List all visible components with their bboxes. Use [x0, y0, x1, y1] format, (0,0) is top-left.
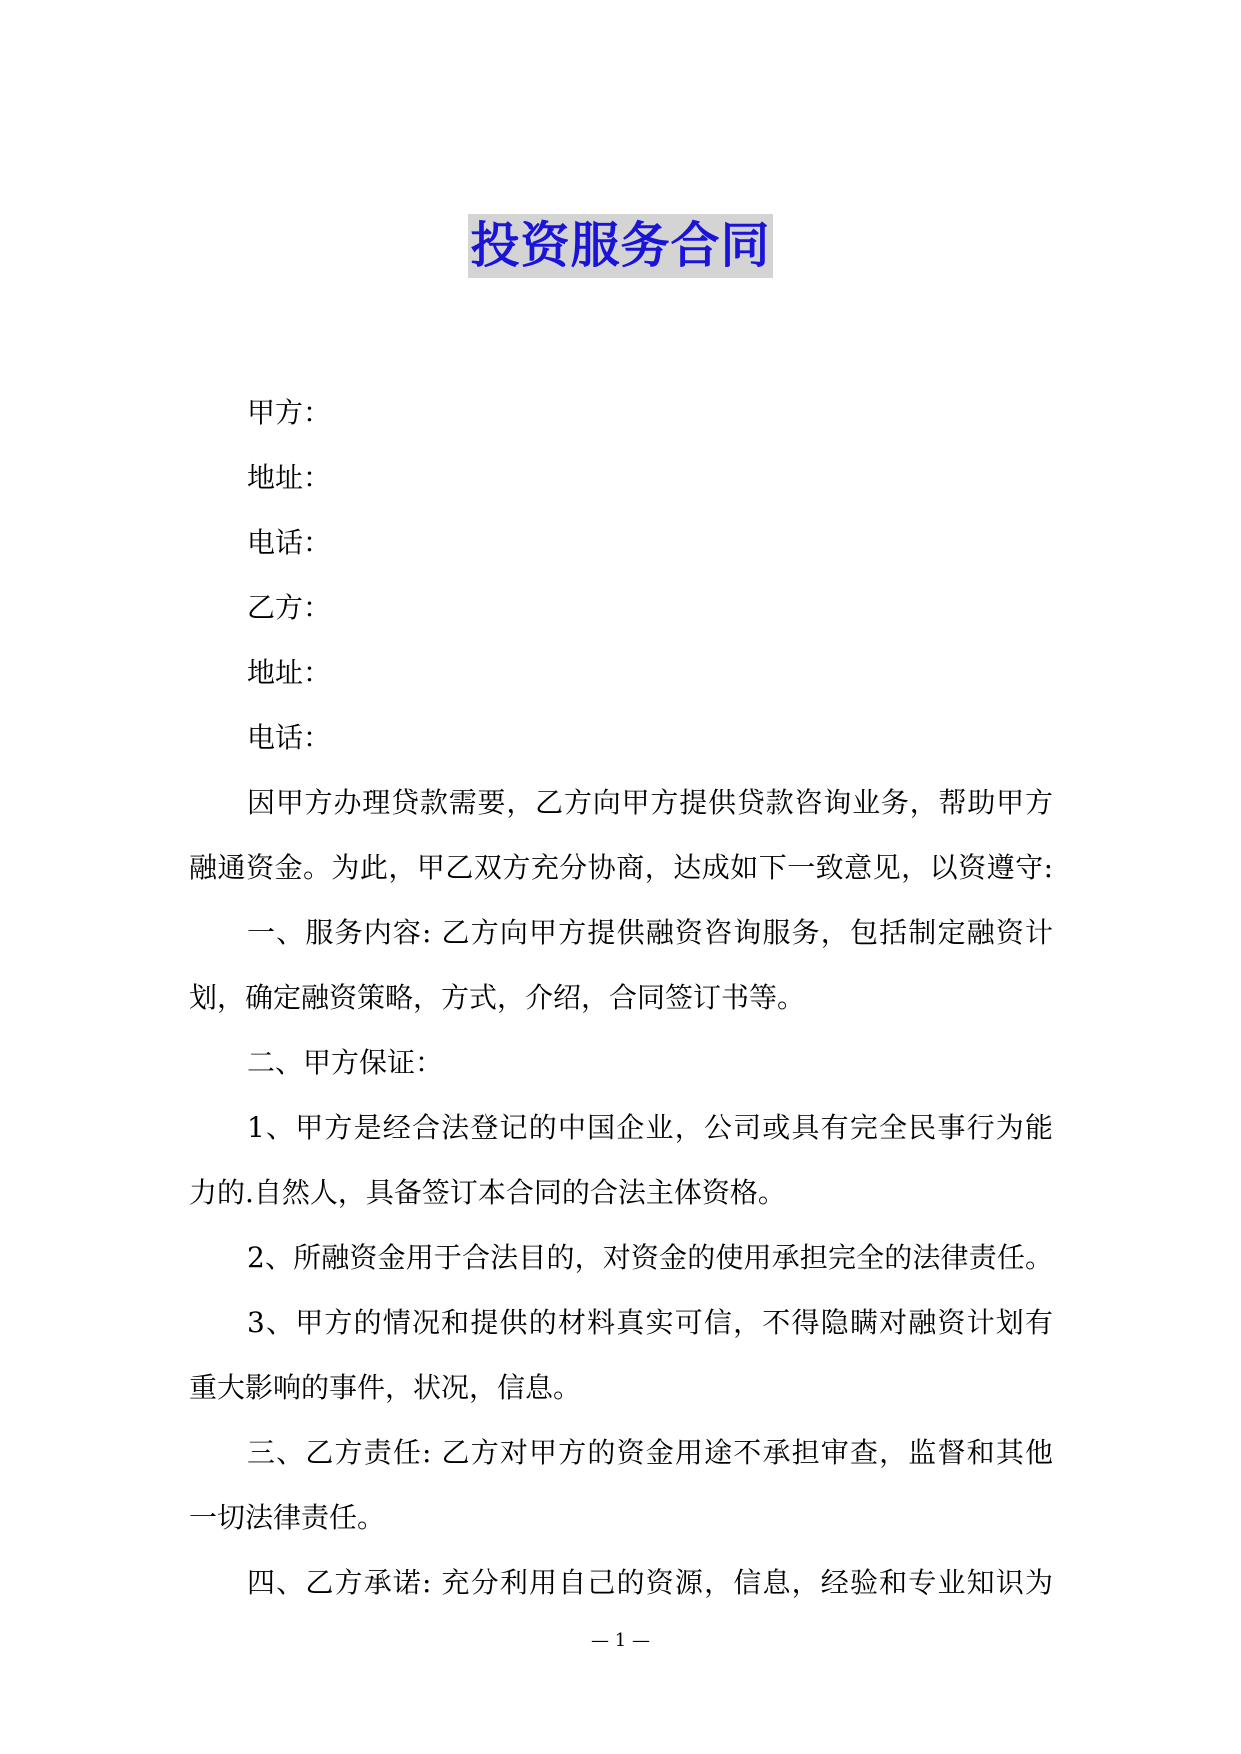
text-line: 因甲方办理贷款需要，乙方向甲方提供贷款咨询业务，帮助甲方 [247, 786, 1053, 819]
document-title: 投资服务合同 [468, 214, 772, 278]
text-line: 地址： [247, 461, 332, 494]
text-line: 地址： [247, 656, 332, 689]
text-line: 一、服务内容: 乙方向甲方提供融资咨询服务，包括制定融资计 [247, 916, 1053, 949]
page-number: — 1 — [591, 1630, 650, 1651]
text-line: 电话： [247, 526, 332, 559]
text-line: 融通资金。为此，甲乙双方充分协商，达成如下一致意见，以资遵守: [189, 851, 1053, 884]
text-line: 划，确定融资策略，方式，介绍，合同签订书等。 [189, 981, 806, 1014]
text-line: 电话： [247, 721, 332, 754]
text-line: 力的.自然人，具备签订本合同的合法主体资格。 [189, 1176, 786, 1209]
text-line: 三、乙方责任: 乙方对甲方的资金用途不承担审查，监督和其他 [247, 1436, 1053, 1469]
text-line: 1、甲方是经合法登记的中国企业，公司或具有完全民事行为能 [247, 1111, 1053, 1144]
document-body [189, 380, 1053, 1615]
text-line: 重大影响的事件，状况，信息。 [189, 1371, 582, 1404]
text-line: 一切法律责任。 [189, 1501, 386, 1534]
title-container [0, 214, 1241, 278]
text-line: 甲方： [247, 396, 332, 429]
text-line: 四、乙方承诺: 充分利用自己的资源，信息，经验和专业知识为 [247, 1566, 1053, 1599]
text-line: 3、甲方的情况和提供的材料真实可信，不得隐瞒对融资计划有 [247, 1306, 1053, 1339]
text-line: 二、甲方保证： [247, 1046, 444, 1079]
text-line: 乙方： [247, 591, 332, 624]
text-line: 2、所融资金用于合法目的，对资金的使用承担完全的法律责任。 [247, 1241, 1053, 1274]
